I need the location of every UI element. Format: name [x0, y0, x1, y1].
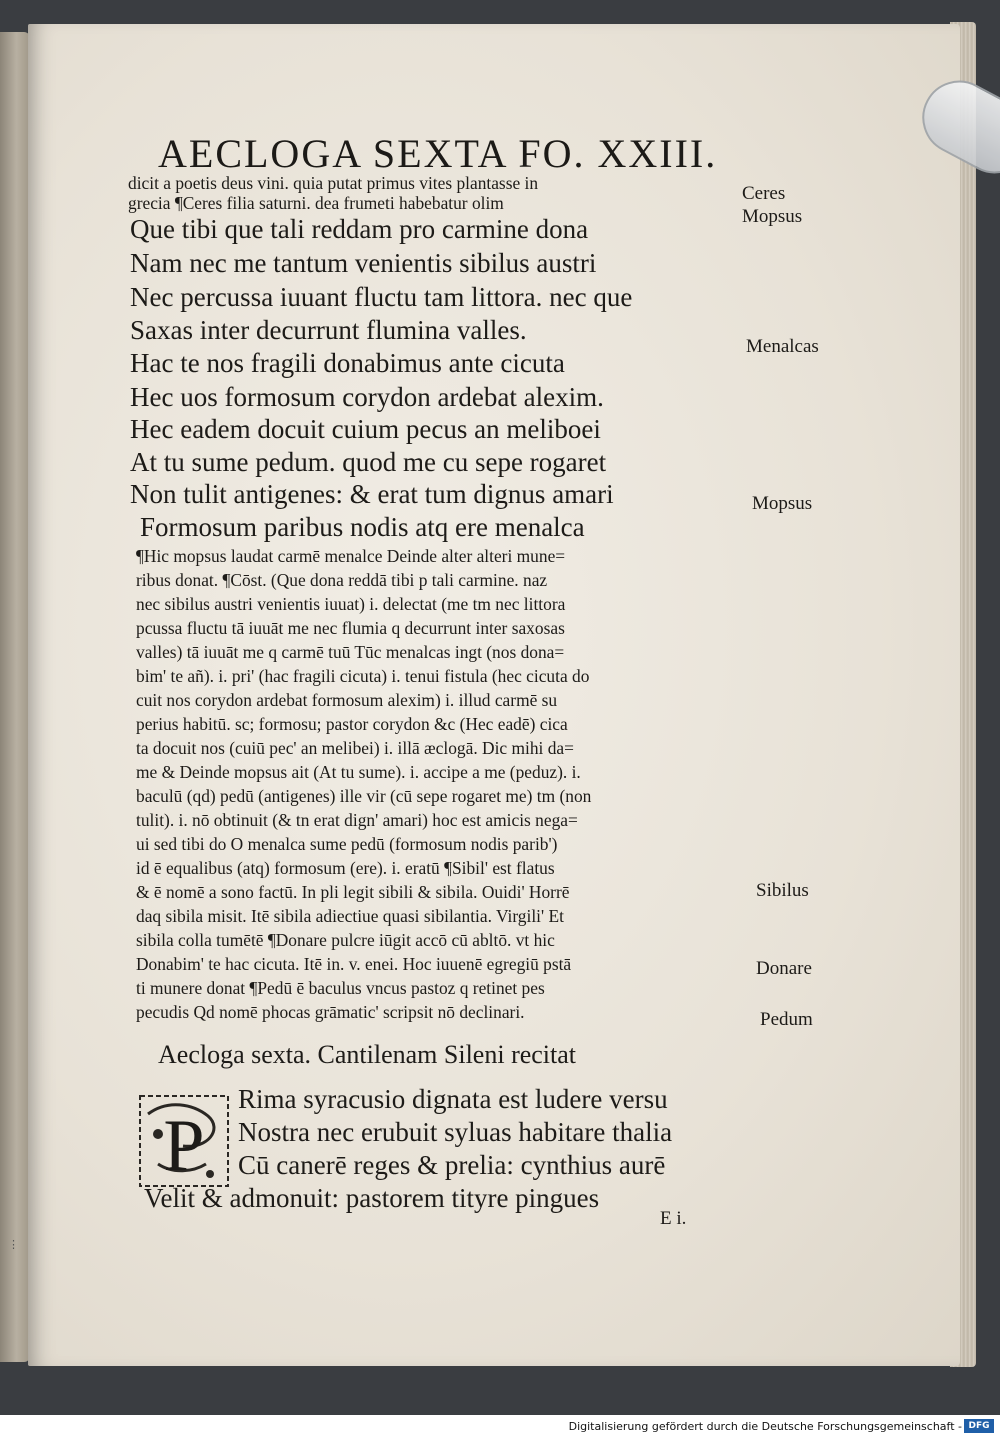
verse-line: Nec percussa iuuant fluctu tam littora. nec que: [130, 282, 633, 312]
commentary-line: perius habitū. sc; formosu; pastor corydon &c (Hec eadē) cica: [136, 714, 568, 734]
dfg-logo: DFG: [964, 1419, 994, 1433]
verse-line: Hec eadem docuit cuium pecus an meliboei: [130, 414, 601, 444]
margin-note: Mopsus: [752, 493, 813, 514]
commentary-line: bim' te añ). i. pri' (hac fragili cicuta) i. tenui fistula (hec cicuta do: [136, 666, 590, 686]
margin-note: Donare: [756, 958, 812, 979]
commentary-line: ti munere donat ¶Pedū ē baculus vncus pastoz q retinet pes: [136, 978, 545, 998]
commentary-line: tulit). i. nō obtinuit (& tn erat dign' amari) hoc est amicis nega=: [136, 810, 578, 830]
commentary-line: ribus donat. ¶Cōst. (Que dona reddā tibi p tali carmine. naz: [136, 570, 548, 590]
verse-line: Rima syracusio dignata est ludere versu: [238, 1084, 668, 1114]
commentary-line: nec sibilus austri venientis iuuat) i. delectat (me tm nec littora: [136, 594, 566, 614]
commentary-line: me & Deinde mopsus ait (At tu sume). i. accipe a me (peduz). i.: [136, 762, 581, 782]
commentary-line: baculū (qd) pedū (antigenes) ille vir (cū sepe rogaret me) tm (non: [136, 786, 592, 806]
commentary-line: ui sed tibi do O menalca sume pedū (formosum nodis parib'): [136, 834, 558, 854]
commentary-line: cuit nos corydon ardebat formosum alexim) i. illud carmē su: [136, 690, 558, 710]
verse-line: Hec uos formosum corydon ardebat alexim.: [130, 382, 604, 412]
verse-line: Hac te nos fragili donabimus ante cicuta: [130, 348, 565, 378]
margin-note: Mopsus: [742, 206, 803, 227]
verse-line: Velit & admonuit: pastorem tityre pingues: [144, 1183, 600, 1213]
margin-mark: ⋮: [8, 1238, 19, 1251]
verse-line: Formosum paribus nodis atq ere menalca: [140, 512, 585, 542]
verse-line: At tu sume pedum. quod me cu sepe rogaret: [130, 447, 607, 477]
commentary-line: pecudis Qd nomē phocas grāmatic' scripsit nō declinari.: [136, 1002, 525, 1022]
text-line: dicit a poetis deus vini. quia putat primus vites plantasse in: [128, 173, 539, 193]
margin-note: Ceres: [742, 183, 786, 204]
margin-note: Pedum: [760, 1009, 813, 1030]
commentary-line: & ē nomē a sono factū. In pli legit sibili & sibila. Ouidi' Horrē: [136, 882, 570, 902]
text-line: grecia ¶Ceres filia saturni. dea frumeti habebatur olim: [128, 193, 504, 213]
margin-note: Sibilus: [756, 880, 809, 901]
commentary-line: ta docuit nos (cuiū pec' an melibei) i. illā æclogā. Dic mihi da=: [136, 738, 574, 758]
commentary-line: ¶Hic mopsus laudat carmē menalce Deinde alter alteri mune=: [136, 546, 566, 566]
commentary-line: pcussa fluctu tā iuuāt me nec flumia q decurrunt inter saxosas: [136, 618, 565, 638]
verse-line: Cū canerē reges & prelia: cynthius aurē: [238, 1150, 666, 1180]
verse-line: Que tibi que tali reddam pro carmine dona: [130, 214, 589, 244]
commentary-line: valles) tā iuuāt me q carmē tuū Tūc menalcas ingt (nos dona=: [136, 642, 565, 662]
verse-line: Saxas inter decurrunt flumina valles.: [130, 315, 527, 345]
margin-note: Menalcas: [746, 336, 819, 357]
verse-line: Non tulit antigenes: & erat tum dignus amari: [130, 479, 614, 509]
initial-letter: P: [163, 1105, 205, 1187]
commentary-line: sibila colla tumētē ¶Donare pulcre iūgit accō cū abltō. vt hic: [136, 930, 555, 950]
facing-page-edge: [0, 32, 30, 1362]
footer-credit: Digitalisierung gefördert durch die Deutsche Forschungsgemeinschaft -: [568, 1420, 962, 1433]
verse-line: Nam nec me tantum venientis sibilus austri: [130, 248, 597, 278]
commentary-line: id ē equalibus (atq) formosum (ere). i. eratū ¶Sibil' est flatus: [136, 858, 555, 878]
decorated-initial: [138, 1094, 230, 1188]
section-heading: Aecloga sexta. Cantilenam Sileni recitat: [158, 1040, 577, 1069]
signature-mark: E i.: [660, 1208, 687, 1229]
commentary-line: daq sibila misit. Itē sibila adiectiue quasi sibilantia. Virgili' Et: [136, 906, 564, 926]
page-header: AECLOGA SEXTA FO. XXIII.: [158, 131, 718, 176]
commentary-line: Donabim' te hac cicuta. Itē in. v. enei. Hoc iuuenē egregiū pstā: [136, 954, 572, 974]
verse-line: Nostra nec erubuit syluas habitare thalia: [238, 1117, 673, 1147]
